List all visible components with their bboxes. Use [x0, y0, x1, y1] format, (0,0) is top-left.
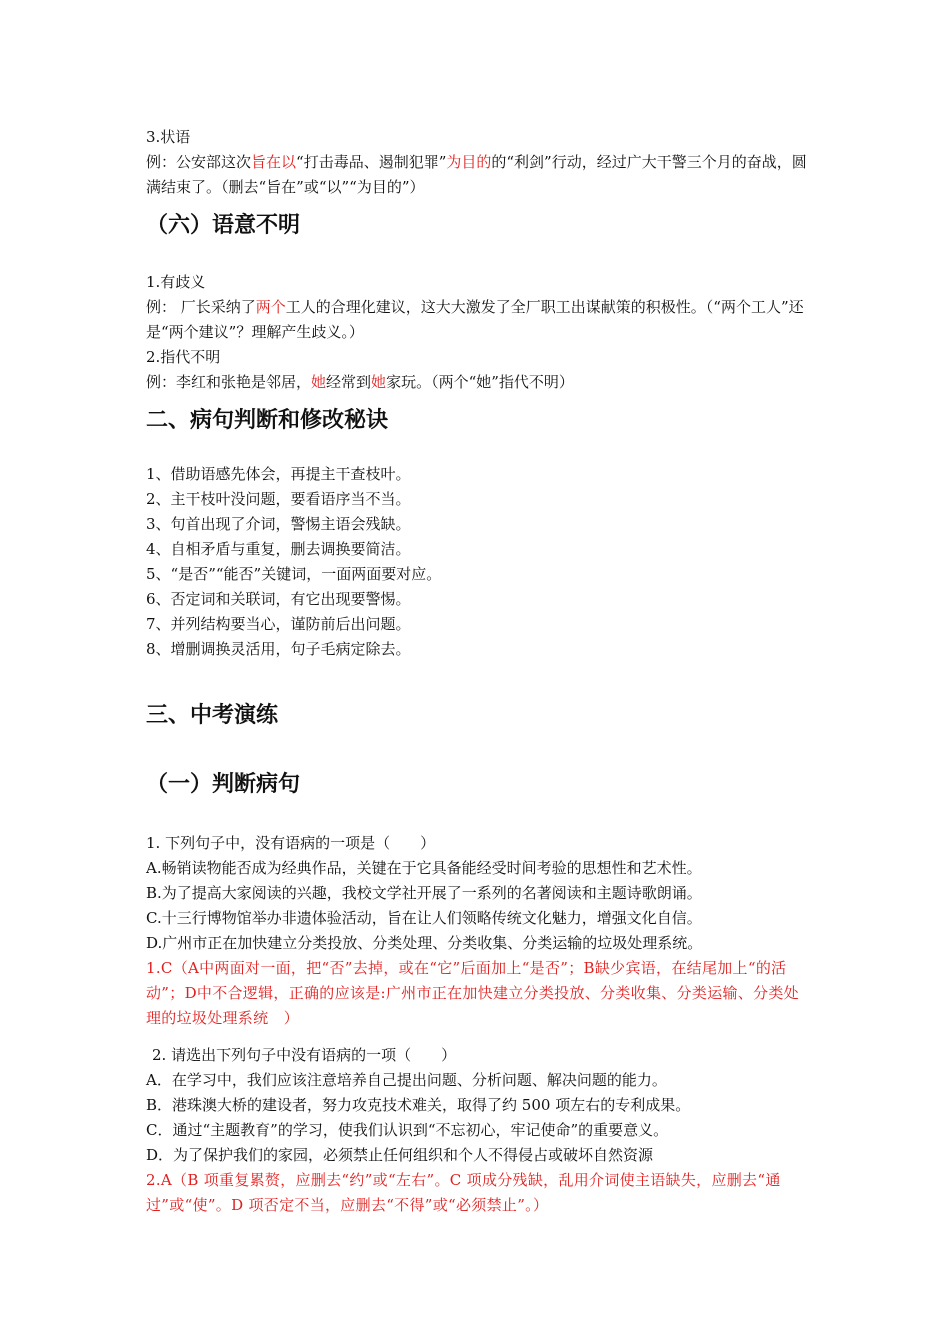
tip-item: 8、增删调换灵活用，句子毛病定除去。: [146, 640, 411, 658]
answer-explanation: 2.A（B 项重复累赘，应删去“约”或“左右”。C 项成分残缺，乱用介词使主语缺失，应删去“通过”或“使”。D 项否定不当，应删去“不得”或“必须禁止”。）: [146, 1171, 781, 1214]
question-option: B．港珠澳大桥的建设者，努力攻克技术难关，取得了约 500 项左右的专利成果。: [146, 1096, 691, 1114]
reference-example: 例：李红和张艳是邻居，她经常到她家玩。（两个“她”指代不明）: [146, 373, 574, 391]
part3-subtitle: （一）判断病句: [146, 772, 301, 797]
question-option: B.为了提高大家阅读的兴趣，我校文学社开展了一系列的名著阅读和主题诗歌朗诵。: [146, 884, 702, 902]
highlight-text: 两个: [255, 298, 286, 316]
highlight-text: 为目的: [446, 153, 492, 171]
question-option: D.广州市正在加快建立分类投放、分类处理、分类收集、分类运输的垃圾处理系统。: [146, 934, 703, 952]
tip-item: 7、并列结构要当心，谨防前后出问题。: [146, 615, 411, 633]
part3-title: 三、中考演练: [146, 703, 279, 728]
highlight-text: 她: [371, 373, 387, 391]
question-stem: 2. 请选出下列句子中没有语病的一项（ ）: [152, 1046, 457, 1064]
part2-title: 二、病句判断和修改秘诀: [146, 408, 389, 433]
question-stem: 1. 下列句子中，没有语病的一项是（ ）: [146, 834, 436, 852]
tip-item: 5、“是否”“能否”关键词，一面两面要对应。: [146, 565, 442, 583]
tip-item: 3、句首出现了介词，警惕主语会残缺。: [146, 515, 411, 533]
section-ambiguity: [146, 270, 810, 395]
question-option: A．在学习中，我们应该注意培养自己提出问题、分析问题、解决问题的能力。: [146, 1071, 667, 1089]
question-option: C.十三行博物馆举办非遗体验活动，旨在让人们领略传统文化魅力，增强文化自信。: [146, 909, 702, 927]
section-title-ambiguity: （六）语意不明: [146, 213, 301, 238]
adverbial-heading: 3.状语: [146, 128, 191, 146]
highlight-text: 旨在以: [251, 153, 297, 171]
ambiguity-example: 例： 厂长采纳了两个工人的合理化建议，这大大激发了全厂职工出谋献策的积极性。（“两个工人”还是“两个建议”？理解产生歧义。）: [146, 298, 804, 341]
tips-list: [146, 462, 810, 662]
question-option: C．通过“主题教育”的学习，使我们认识到“不忘初心，牢记使命”的重要意义。: [146, 1121, 669, 1139]
tip-item: 6、否定词和关联词，有它出现要警惕。: [146, 590, 411, 608]
reference-heading: 2.指代不明: [146, 348, 221, 366]
answer-explanation: 1.C（A中两面对一面，把“否”去掉，或在“它”后面加上“是否”；B缺少宾语，在结尾加上“的活动”；D中不合逻辑，正确的应该是:广州市正在加快建立分类投放、分类收集、分类运输、分类处理的垃圾处理系统 ）: [146, 959, 799, 1027]
ambiguity-heading: 1.有歧义: [146, 273, 206, 291]
highlight-text: 她: [311, 373, 327, 391]
tip-item: 2、主干枝叶没问题，要看语序当不当。: [146, 490, 411, 508]
question-option: A.畅销读物能否成为经典作品，关键在于它具备能经受时间考验的思想性和艺术性。: [146, 859, 702, 877]
tip-item: 4、自相矛盾与重复，删去调换要简洁。: [146, 540, 411, 558]
question-1: [146, 831, 810, 1031]
question-option: D．为了保护我们的家园，必须禁止任何组织和个人不得侵占或破坏自然资源: [146, 1146, 654, 1164]
section-adverbial: [146, 125, 810, 200]
adverbial-example: 例：公安部这次旨在以“打击毒品、遏制犯罪”为目的的“利剑”行动，经过广大干警三个月的奋战，圆满结束了。（删去“旨在”或“以”“为目的”）: [146, 153, 807, 196]
tip-item: 1、借助语感先体会，再提主干查枝叶。: [146, 465, 411, 483]
question-2: [146, 1043, 810, 1218]
